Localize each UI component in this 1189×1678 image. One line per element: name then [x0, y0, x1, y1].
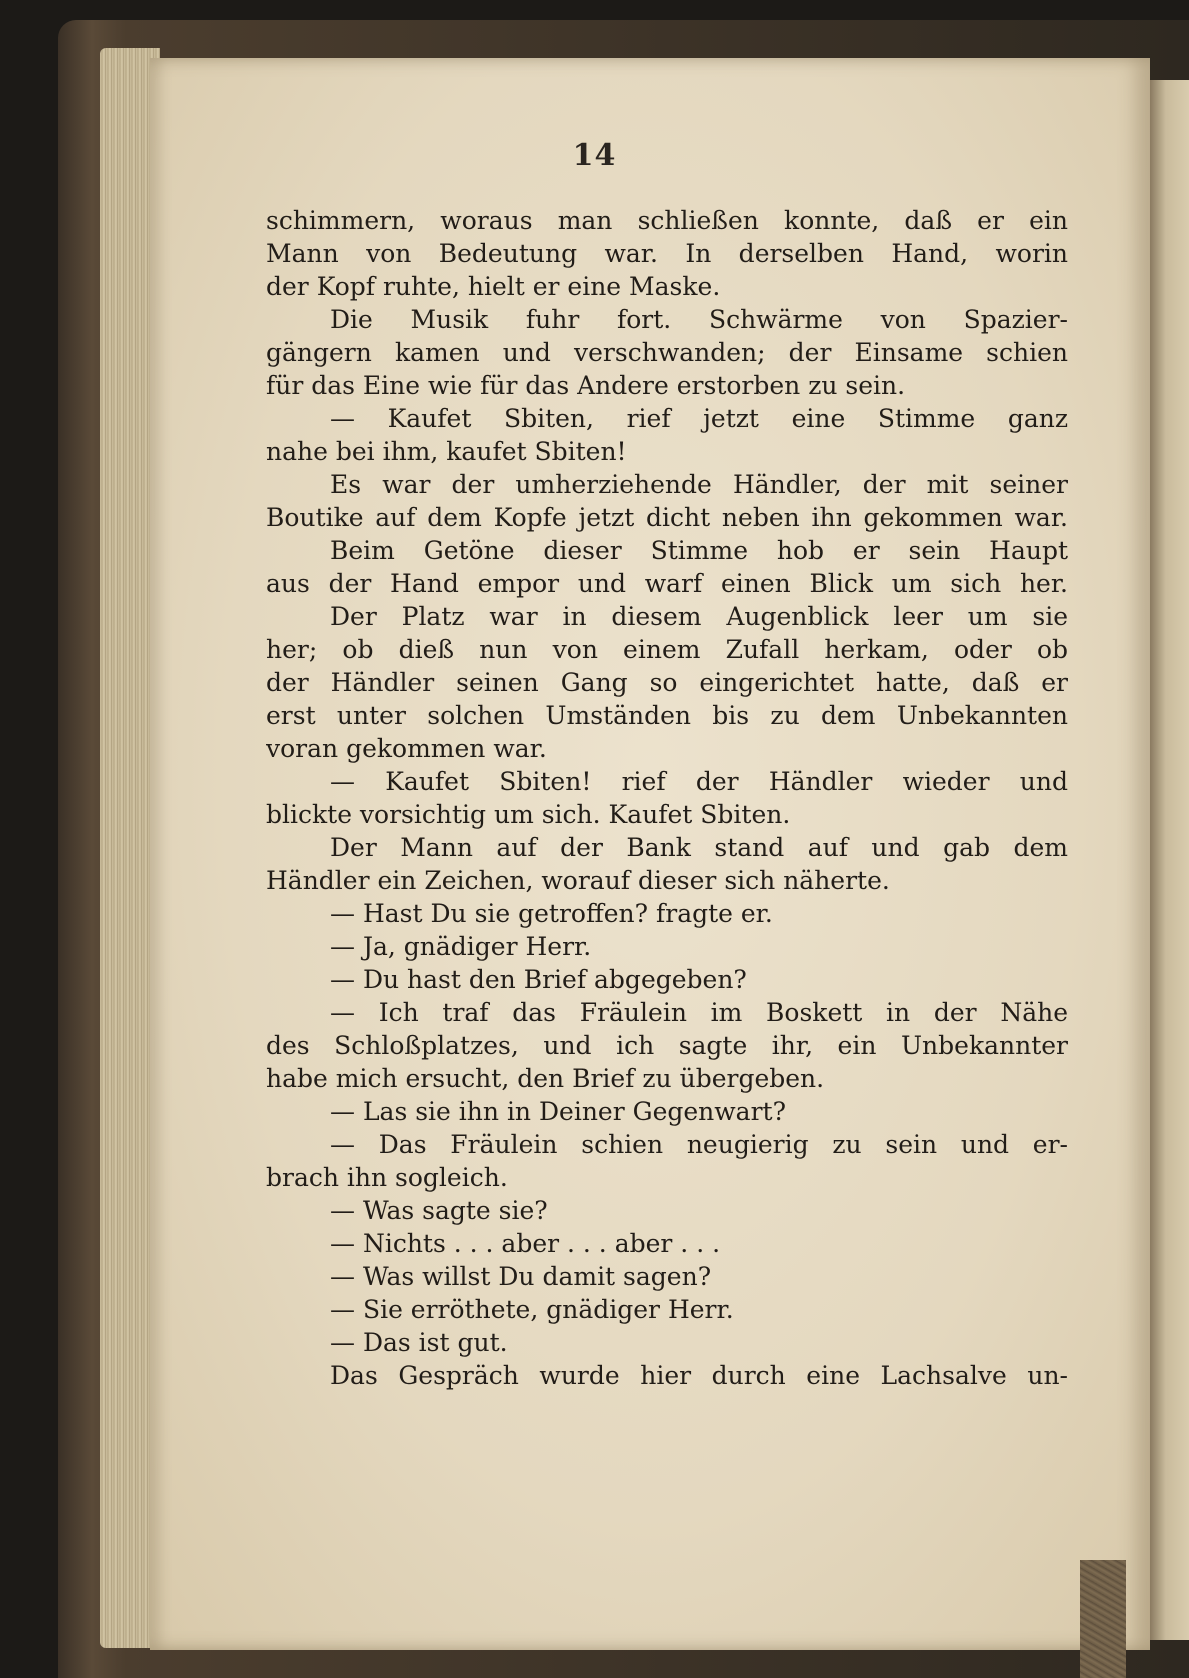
text-line: Mann von Bedeutung war. In derselben Hand, worin: [266, 239, 1068, 268]
text-line: Es war der umherziehende Händler, der mit seiner: [330, 470, 1068, 499]
text-line: her; ob dieß nun von einem Zufall herkam, oder ob: [266, 635, 1068, 664]
text-line: Boutike auf dem Kopfe jetzt dicht neben ihn gekommen war.: [266, 503, 1068, 532]
text-line: der Händler seinen Gang so eingerichtet hatte, daß er: [266, 668, 1068, 697]
text-line: — Nichts . . . aber . . . aber . . .: [330, 1229, 721, 1258]
text-line: gängern kamen und verschwanden; der Einsame schien: [266, 338, 1068, 367]
text-line: Der Platz war in diesem Augenblick leer um sie: [330, 602, 1068, 631]
text-line: — Was willst Du damit sagen?: [330, 1262, 712, 1291]
text-line: Die Musik fuhr fort. Schwärme von Spazier-: [330, 305, 1068, 334]
text-line: — Kaufet Sbiten, rief jetzt eine Stimme ganz: [330, 404, 1068, 433]
text-line: aus der Hand empor und warf einen Blick um sich her.: [266, 569, 1068, 598]
text-line: des Schloßplatzes, und ich sagte ihr, ein Unbekannter: [266, 1031, 1068, 1060]
text-line: Beim Getöne dieser Stimme hob er sein Haupt: [330, 536, 1068, 565]
text-line: schimmern, woraus man schließen konnte, daß er ein: [266, 206, 1068, 235]
text-line: blickte vorsichtig um sich. Kaufet Sbiten.: [266, 800, 791, 829]
text-line: — Ich traf das Fräulein im Boskett in der Nähe: [330, 998, 1068, 1027]
text-line: Händler ein Zeichen, worauf dieser sich näherte.: [266, 866, 890, 895]
text-line: nahe bei ihm, kaufet Sbiten!: [266, 437, 627, 466]
text-line: habe mich ersucht, den Brief zu übergeben.: [266, 1064, 825, 1093]
text-line: Das Gespräch wurde hier durch eine Lachsalve un-: [330, 1361, 1068, 1390]
text-line: brach ihn sogleich.: [266, 1163, 508, 1192]
text-line: — Kaufet Sbiten! rief der Händler wieder und: [330, 767, 1068, 796]
text-line: — Ja, gnädiger Herr.: [330, 932, 592, 961]
text-line: — Du hast den Brief abgegeben?: [330, 965, 747, 994]
text-line: erst unter solchen Umständen bis zu dem Unbekannten: [266, 701, 1068, 730]
facing-page-edge: [1150, 80, 1189, 1640]
text-line: — Hast Du sie getroffen? fragte er.: [330, 899, 773, 928]
text-line: — Das Fräulein schien neugierig zu sein und er-: [330, 1130, 1068, 1159]
text-line: voran gekommen war.: [266, 734, 547, 763]
text-line: — Sie erröthete, gnädiger Herr.: [330, 1295, 734, 1324]
bookmark-ribbon: [1080, 1560, 1126, 1678]
text-line: — Das ist gut.: [330, 1328, 508, 1357]
text-line: für das Eine wie für das Andere erstorben zu sein.: [266, 371, 906, 400]
text-line: Der Mann auf der Bank stand auf und gab dem: [330, 833, 1068, 862]
body-text: [266, 204, 1068, 1392]
text-line: der Kopf ruhte, hielt er eine Maske.: [266, 272, 721, 301]
page-number: 14: [572, 138, 617, 173]
text-line: — Was sagte sie?: [330, 1196, 548, 1225]
text-line: — Las sie ihn in Deiner Gegenwart?: [330, 1097, 786, 1126]
